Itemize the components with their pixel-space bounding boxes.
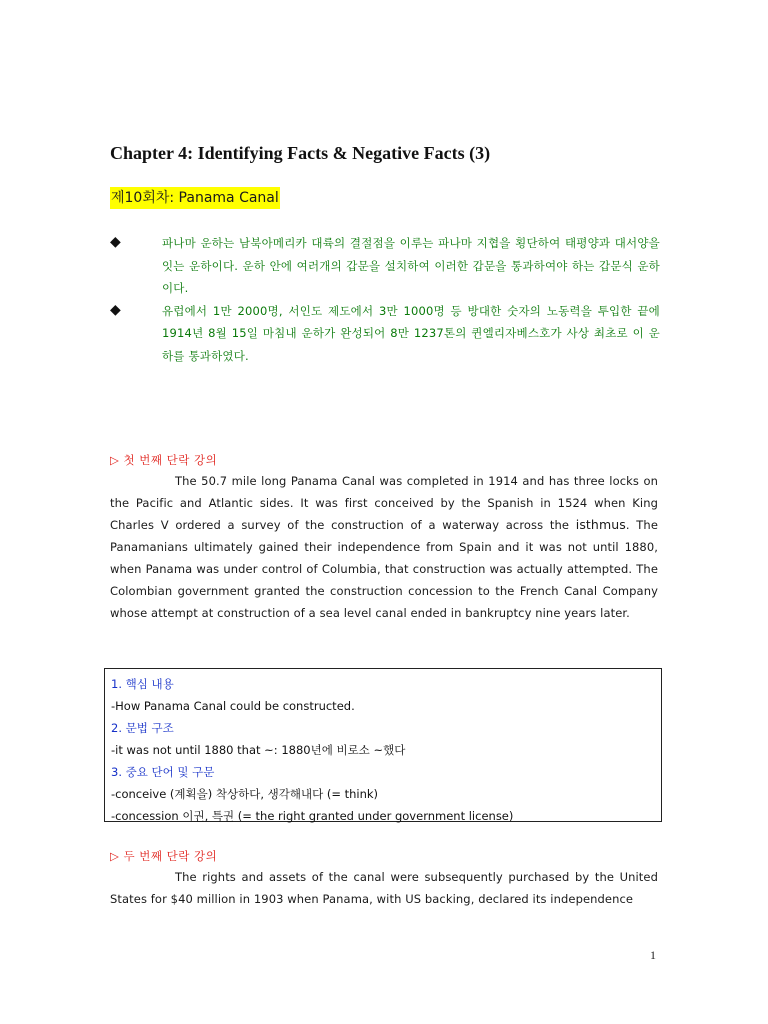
notes-line: -conceive (계획을) 착상하다, 생각해내다 (= think) [111,787,379,801]
page-number: 1 [650,948,656,962]
summary-bullet [110,300,660,368]
notes-heading-core: 1. 핵심 내용 [111,677,174,691]
paragraph-text: . The Panamanians ultimately gained their independence from Spain and it was not until 1880, when Panama was under control of Columbia, that construction was actually attempted. The Colombian government granted the construction concession to the French Canal Company whose attempt at construction of a sea level canal ended in bankruptcy nine years later. [110,518,658,620]
summary-bullet-text: 파나마 운하는 남북아메리카 대륙의 결절점을 이루는 파나마 지협을 횡단하여 태평양과 대서양을 잇는 운하이다. 운하 안에 여러개의 갑문을 설치하여 이러한 갑문을 통과하여야 하는 갑문식 운하이다. [162,236,660,295]
section-heading-second: ▷ 두 번째 단락 강의 [110,849,218,863]
notes-box [104,668,662,822]
notes-line: -it was not until 1880 that ~: 1880년에 비로소 ~했다 [111,743,406,757]
paragraph-text: The 50.7 mile long Panama Canal was completed in 1914 and has three locks on the Pacific and Atlantic sides. It was first conceived by the Spanish in 1524 when King Charles V ordered a survey of the construction of a waterway across the [110,474,658,532]
session-title: 제10회차: Panama Canal [110,187,280,209]
notes-heading-grammar: 2. 문법 구조 [111,721,174,735]
summary-bullet [110,232,660,300]
section-heading-first: ▷ 첫 번째 단락 강의 [110,453,218,467]
paragraph-second: The rights and assets of the canal were subsequently purchased by the United States for $40 million in 1903 when Panama, with US backing, declared its independence [110,870,658,906]
chapter-title: Chapter 4: Identifying Facts & Negative Facts (3) [110,143,491,163]
notes-line: -concession 이권, 특권 (= the right granted under government license) [111,809,514,823]
keyword-isthmus: isthmus [575,517,626,532]
summary-bullet-text: 유럽에서 1만 2000명, 서인도 제도에서 3만 1000명 등 방대한 숫자의 노동력을 투입한 끝에 1914년 8월 15일 마침내 운하가 완성되어 8만 1237톤의 퀸엘리자베스호가 사상 최초로 이 운하를 통과하였다. [162,303,660,363]
summary-bullets [110,232,660,367]
notes-line: -How Panama Canal could be constructed. [111,699,355,713]
diamond-bullet-icon: ◆ [110,301,121,318]
diamond-bullet-icon: ◆ [110,234,121,250]
paragraph-first [110,470,658,624]
notes-heading-vocab: 3. 중요 단어 및 구문 [111,765,215,779]
